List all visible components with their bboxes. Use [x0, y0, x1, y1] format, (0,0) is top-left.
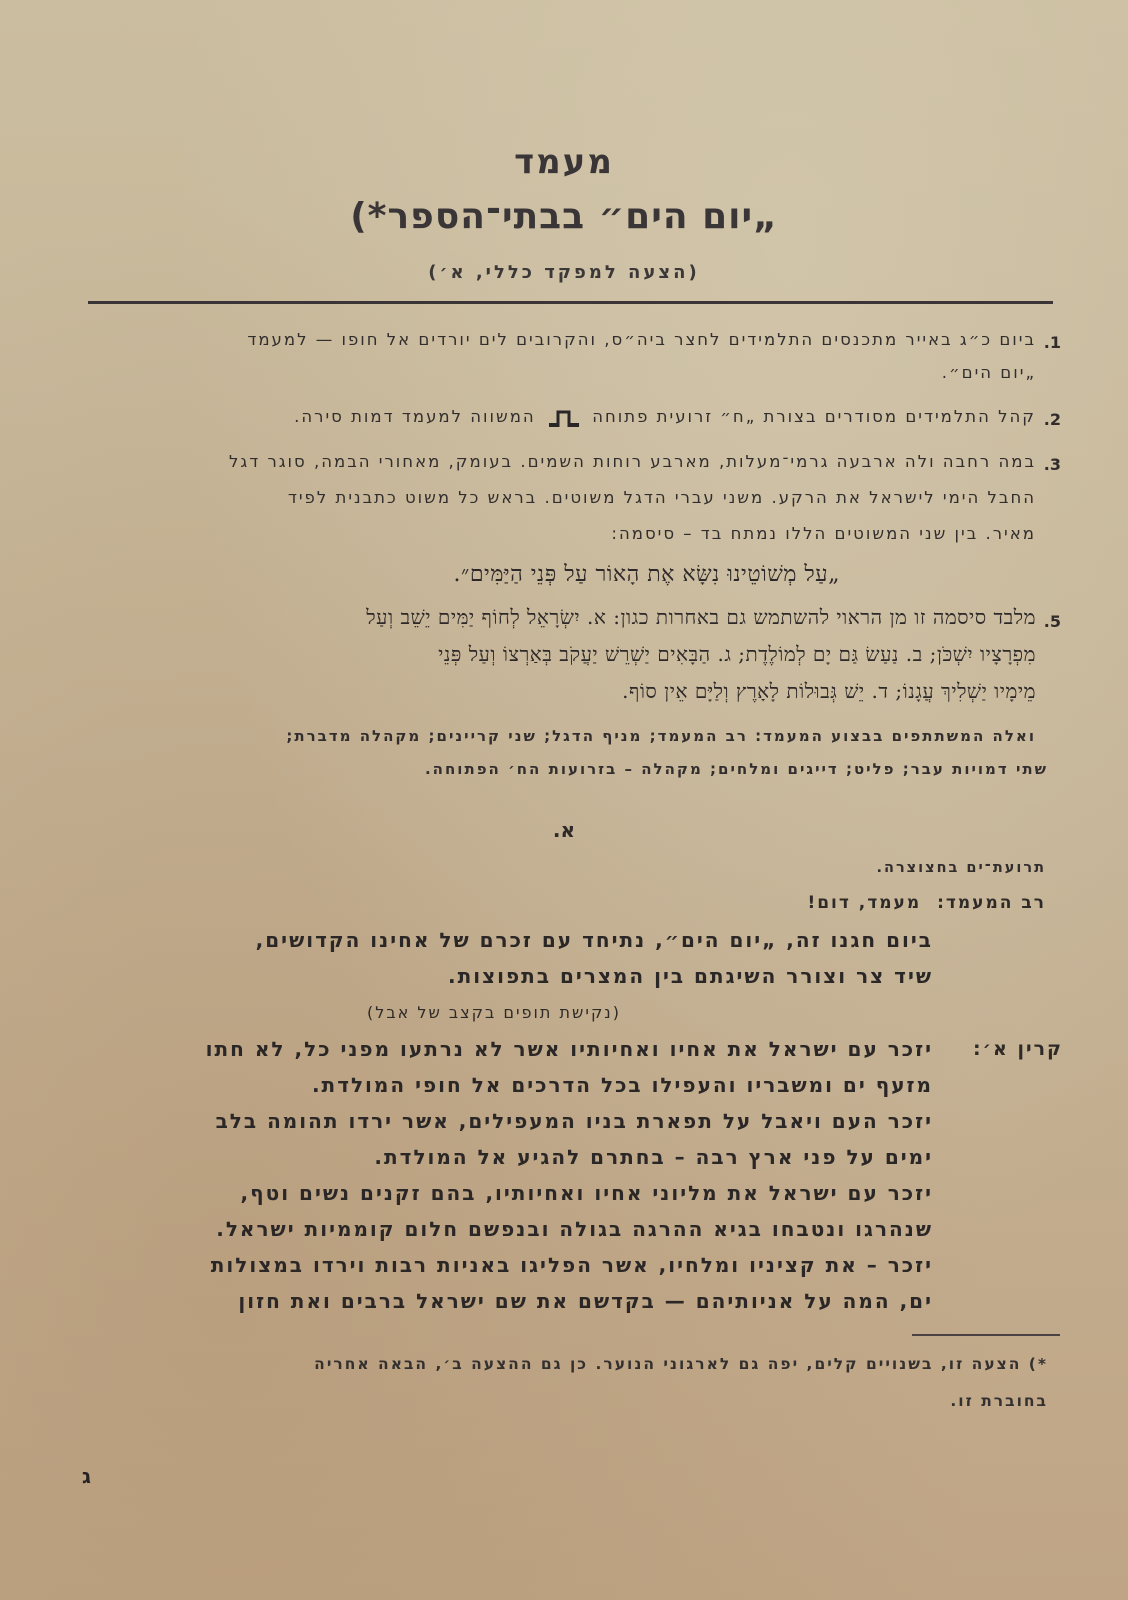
item-5-line-1: מלבד סיסמה זו מן הראוי להשתמש גם באחרות כגון: א. יִשְׂרָאֵל לְחוֹף יַמִּים יֵשֵׁב וְעַל — [366, 605, 1036, 629]
reader-line: ימים על פני ארץ רבה – בחתרם להגיע אל המולדת. — [374, 1145, 933, 1169]
document-title: מעמד — [514, 142, 614, 182]
section-letter: א. — [552, 818, 576, 842]
reader-line: שנהרגו ונטבחו בגיא ההרגה בגולה ובנפשם חלום קוממיות ישראל. — [216, 1217, 933, 1241]
reader-line: יזכר עם ישראל את מליוני אחיו ואחיותיו, בהם זקנים נשים וטף, — [240, 1181, 933, 1205]
item-1-line-1: ביום כ״ג באייר מתכנסים התלמידים לחצר ביה״ס, והקרובים לים יורדים אל חופו — למעמד — [247, 330, 1036, 349]
reader-line: ים, המה על אניותיהם — בקדשם את שם ישראל ברבים ואת חזון — [238, 1289, 933, 1313]
item-2-text-b: המשווה למעמד דמות סירה. — [294, 407, 536, 426]
item-5-line-2: מִפְרָצָיו יִשְׁכֹּן; ב. נַעַשׂ גַּם יָם לְמוֹלֶדֶת; ג. הַבָּאִים יַשְׁרֵשׁ יַעֲקֹב בְּאַרְצוֹ וְעַל פְּנֵי — [438, 642, 1036, 666]
footnote-divider — [912, 1334, 1060, 1336]
item-3-line-3: מאיר. בין שני המשוטים הללו נמתח בד – סיסמה: — [611, 524, 1036, 543]
item-5-line-3: מֵימָיו יַשְׁלִיךְ עֲגָנוֹ; ד. יֵשׁ גְּבוּלוֹת לָאָרֶץ וְלַיָּם אֵין סוֹף. — [622, 679, 1036, 703]
item-number: 2. — [1043, 410, 1061, 429]
reader-line: יזכר – את קציניו ומלחיו, אשר הפליגו באניות רבות וירדו במצולות — [210, 1253, 933, 1277]
speech-line: מעמד, דום! — [807, 893, 922, 913]
item-number: 1. — [1043, 333, 1061, 352]
item-number: 3. — [1043, 455, 1061, 474]
reader-line: מזעף ים ומשבריו והעפילו בכל הדרכים אל חופי המולדת. — [311, 1073, 933, 1097]
speaker-reader-a: קרין א׳: — [972, 1038, 1063, 1060]
speaker-label: רב המעמד: — [937, 893, 1046, 913]
speaker-master — [807, 893, 1046, 913]
open-chet-shape-icon — [549, 409, 579, 427]
reader-line: יזכר העם ויאבל על תפארת בניו המעפילים, אשר ירדו תהומה בלב — [215, 1109, 933, 1133]
slogan: „עַל מְשׁוֹטֵינוּ נִשָּׂא אֶת הָאוֹר עַל פְּנֵי הַיַּמִּים״. — [453, 562, 840, 587]
speech-line: שיד צר וצורר השיגתם בין המצרים בתפוצות. — [447, 964, 933, 988]
footnote-line-2: בחוברת זו. — [950, 1392, 1048, 1410]
participants-line-2: שתי דמויות עבר; פליט; דייגים ומלחים; מקהלה – בזרועות הח׳ הפתוחה. — [424, 760, 1048, 778]
title-divider — [88, 301, 1053, 304]
item-number: 5. — [1043, 612, 1061, 631]
stage-direction-drums: (נקישת תופים בקצב של אבל) — [367, 1003, 621, 1022]
item-3-line-1: במה רחבה ולה ארבעה גרמי־מעלות, מארבע רוחות השמים. בעומק, מאחורי הבמה, סוגר דגל — [229, 452, 1036, 471]
page-number: ג — [82, 1464, 91, 1488]
item-3-line-2: החבל הימי לישראל את הרקע. משני עברי הדגל משוטים. בראש כל משוט כתבנית לפיד — [287, 488, 1036, 507]
footnote-line-1: *) הצעה זו, בשנויים קלים, יפה גם לארגוני הנוער. כן גם ההצעה ב׳, הבאה אחריה — [314, 1355, 1048, 1373]
stage-direction-trumpet: תרועת־ים בחצוצרה. — [876, 860, 1046, 876]
document-subtitle: „יום הים״ בבתי־הספר*) — [350, 196, 778, 237]
document-note: (הצעה למפקד כללי, א׳) — [428, 262, 700, 283]
item-2-text-a: קהל התלמידים מסודרים בצורת „ח״ זרועית פתוחה — [592, 407, 1036, 426]
item-2-line — [294, 407, 1036, 427]
item-1-line-2: „יום הים״. — [941, 363, 1036, 382]
participants-line-1: ואלה המשתתפים בבצוע המעמד: רב המעמד; מניף הדגל; שני קריינים; מקהלה מדברת; — [286, 727, 1036, 745]
reader-line: יזכר עם ישראל את אחיו ואחיותיו אשר לא נרתעו מפני כל, לא חתו — [205, 1037, 933, 1061]
speech-line: ביום חגנו זה, „יום הים״, נתיחד עם זכרם של אחינו הקדושים, — [255, 928, 933, 952]
